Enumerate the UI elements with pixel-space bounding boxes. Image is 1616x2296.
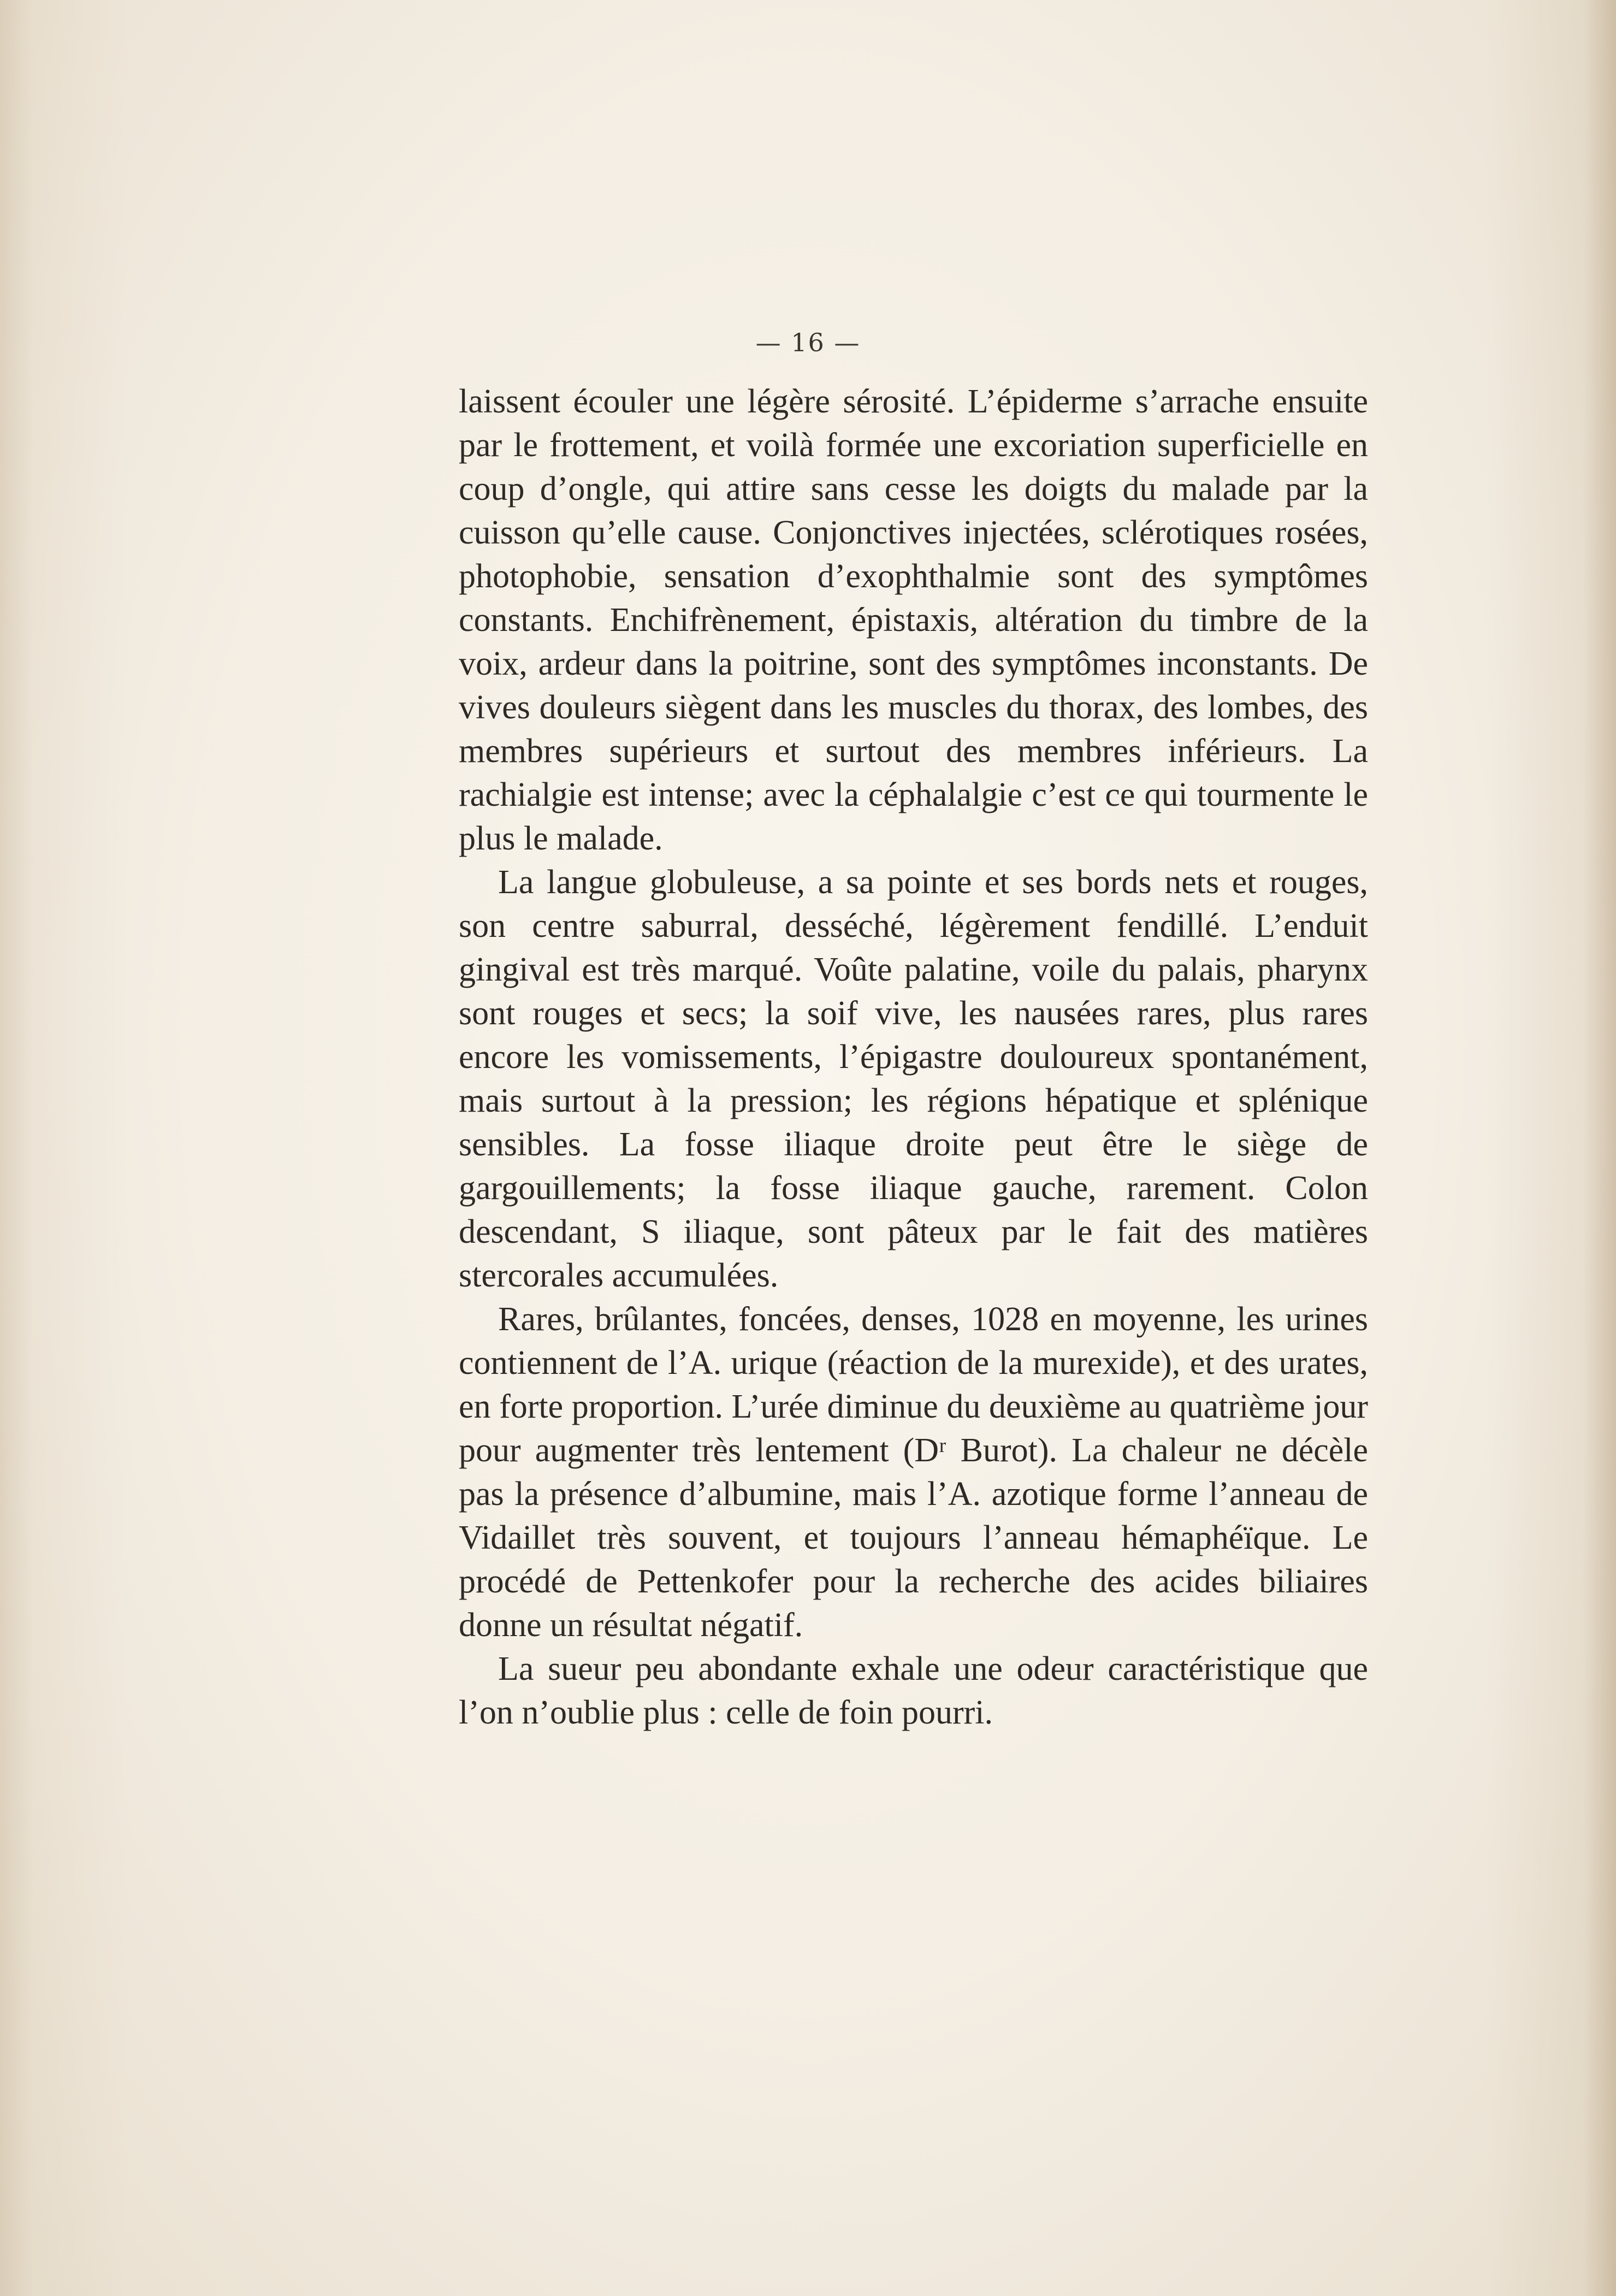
page-number: — 16 —: [755, 328, 861, 357]
paragraph-4: La sueur peu abondante exhale une odeur caractéristique que l’on n’oublie plus : celle de foin pourri.: [459, 1650, 1368, 1731]
paragraph-1: laissent écouler une légère sérosité. L’épiderme s’arrache ensuite par le frottement, et voilà formée une excoriation superficielle en coup d’ongle, qui attire sans cesse les doigts du malade par la cuisson qu’elle cause. Conjonctives injectées, sclérotiques rosées, photophobie, sensation d’exophthalmie sont des symptômes constants. Enchifrènement, épistaxis, altération du timbre de la voix, ardeur dans la poitrine, sont des symptômes inconstants. De vives douleurs siègent dans les muscles du thorax, des lombes, des membres supérieurs et surtout des membres inférieurs. La rachialgie est intense; avec la céphalalgie c’est ce qui tourmente le plus le malade.: [459, 383, 1368, 857]
paragraph-3: Rares, brûlantes, foncées, denses, 1028 en moyenne, les urines contiennent de l’A. urique (réaction de la murexide), et des urates, en forte proportion. L’urée diminue du deuxième au quatrième jour pour augmenter très lentement (Dʳ Burot). La chaleur ne décèle pas la présence d’albumine, mais l’A. azotique forme l’anneau de Vidaillet très souvent, et toujours l’anneau hémaphéïque. Le procédé de Pettenkofer pour la recherche des acides biliaires donne un résultat négatif.: [459, 1301, 1368, 1644]
body-text: [459, 380, 1368, 1734]
paragraph-2: La langue globuleuse, a sa pointe et ses bords nets et rouges, son centre saburral, desséché, légèrement fendillé. L’enduit gingival est très marqué. Voûte palatine, voile du palais, pharynx sont rouges et secs; la soif vive, les nausées rares, plus rares encore les vomissements, l’épigastre douloureux spontanément, mais surtout à la pression; les régions hépatique et splénique sensibles. La fosse iliaque droite peut être le siège de gargouillements; la fosse iliaque gauche, rarement. Colon descendant, S iliaque, sont pâteux par le fait des matières stercorales accumulées.: [459, 864, 1368, 1294]
